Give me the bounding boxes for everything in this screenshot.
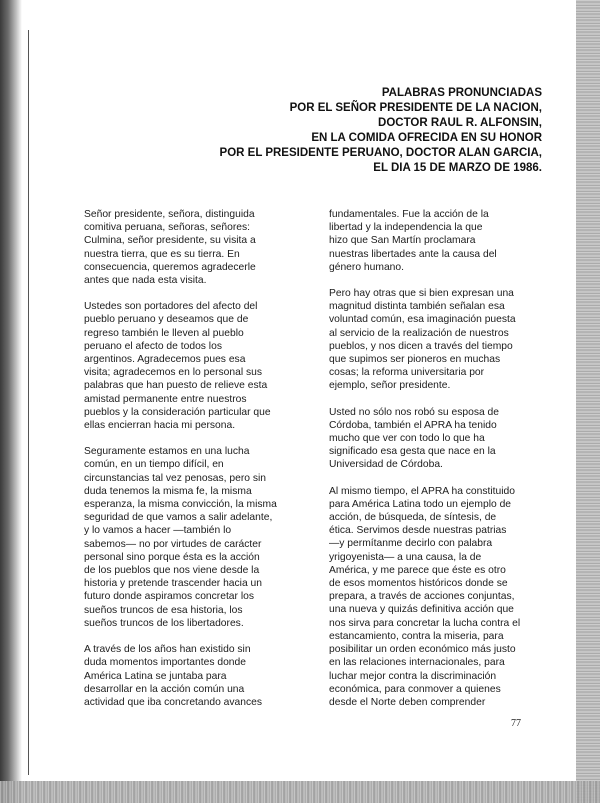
heading-line: DOCTOR RAUL R. ALFONSIN, [378,117,542,129]
text-line: económica, para conmover a quienes [329,683,501,695]
paragraph [84,300,299,432]
text-line: A través de los años han existido sin [84,644,251,656]
text-line: Culmina, señor presidente, su visita a [84,235,256,247]
text-line: pueblos y la consideración particular que [84,406,271,418]
text-line: comitiva peruana, señoras, señores: [84,222,250,234]
text-line: Al mismo tiempo, el APRA ha constituido [329,485,516,497]
paragraph [329,208,554,274]
text-line: desde el Norte deben comprender [329,696,486,708]
text-line: para América Latina todo un ejemplo de [329,498,512,510]
heading-line: POR EL SEÑOR PRESIDENTE DE LA NACION, [289,102,542,114]
text-line: nuestras libertades ante la causa del [329,248,497,260]
text-line: cosas; la reforma universitaria por [329,367,485,379]
text-line: peruano el afecto de todos los [84,340,222,352]
text-line: antes que nada esta visita. [84,275,207,287]
text-line: sabemos— no por virtudes de carácter [84,538,262,550]
text-line: Usted no sólo nos robó su esposa de [329,406,500,418]
text-line: desarrollar en la acción común una [84,683,245,695]
heading-line: EN LA COMIDA OFRECIDA EN SU HONOR [311,132,542,144]
text-line: Señor presidente, señora, distinguida [84,209,255,220]
text-line: voluntad común, esa imaginación puesta [329,314,516,326]
heading-line: PALABRAS PRONUNCIADAS [381,87,542,99]
heading-line: EL DIA 15 DE MARZO DE 1986. [373,162,542,174]
text-line: regreso también le lleven al pueblo [84,327,244,339]
text-line: sueños truncos de los libertadores. [84,617,244,629]
text-line: género humano. [329,261,404,273]
text-line: fundamentales. Fue la acción de la [329,209,489,220]
heading-line: POR EL PRESIDENTE PERUANO, DOCTOR ALAN GARCIA, [219,147,542,159]
text-line: historia y pretende trascender hacia un [84,578,263,590]
text-line: común, en un tiempo difícil, en [84,459,224,471]
text-line: personal sino porque ésta es la acción [84,551,260,563]
text-line: palabras que han puesto de relieve esta [84,380,268,392]
text-line: circunstancias tal vez penosas, pero sin [84,472,267,484]
text-line: América, y me parece que éste es otro [329,564,506,576]
text-line: al servicio de la realización de nuestros [329,327,509,339]
text-line: que supimos ser pioneros en muchas [329,354,501,366]
text-line: Pero hay otras que si bien expresan una [329,288,514,300]
paragraph [329,287,554,393]
text-line: duda tenemos la misma fe, la misma [84,485,252,497]
text-line: argentinos. Agradecemos pues esa [84,354,246,366]
scan-shadow-right [576,0,600,803]
text-line: futuro donde aspiramos concretar los [84,591,254,603]
text-line: —y permítanme decirlo con palabra [329,538,493,550]
paragraph [84,445,299,630]
text-line: sueños truncos de esa historia, los [84,604,243,616]
text-line: pueblo peruano y deseamos que de [84,314,249,326]
text-line: yrigoyenista— a una causa, la de [329,551,482,563]
text-line: Córdoba, también el APRA ha tenido [329,419,497,431]
text-line: consecuencia, queremos agradecerle [84,261,256,273]
page-edge-line [28,30,29,775]
scan-shadow-left [0,0,22,803]
speech-heading [122,86,542,176]
text-line: y lo vamos a hacer —también lo [84,525,232,537]
text-line: una nueva y quizás definitiva acción que [329,604,514,616]
text-line: mucho que ver con todo lo que ha [329,433,485,445]
text-line: nos sirva para concretar la lucha contra el [329,617,521,629]
text-line: seguridad de que vamos a salir adelante, [84,512,273,524]
text-line: de esos momentos históricos donde se [329,578,508,590]
text-line: América Latina se juntaba para [84,670,227,682]
right-text-column [329,208,554,722]
paragraph [84,643,299,709]
text-line: amistad permanente entre nuestros [84,393,247,405]
text-line: magnitud distinta también señalan esa [329,301,505,313]
text-line: visita; agradecemos en lo personal sus [84,367,263,379]
text-line: ejemplo, señor presidente. [329,380,451,392]
text-line: ética. Servimos desde nuestras patrias [329,525,507,537]
page-number: 77 [511,718,521,729]
text-line: libertad y la independencia la que [329,222,483,234]
text-line: en las relaciones internacionales, para [329,657,505,669]
paragraph [329,485,554,709]
text-line: prepara, a través de acciones conjuntas, [329,591,515,603]
text-line: Ustedes son portadores del afecto del [84,301,258,313]
text-line: duda momentos importantes donde [84,657,246,669]
text-line: posibilitar un orden económico más justo [329,644,516,656]
text-line: ellas encierran hacia mi persona. [84,420,236,432]
text-line: esperanza, la misma convicción, la misma [84,499,277,511]
text-line: significado esa gesta que nace en la [329,446,496,458]
text-line: nuestra tierra, que es su tierra. En [84,248,240,260]
text-line: Universidad de Córdoba. [329,459,443,471]
left-text-column [84,208,299,722]
text-line: hizo que San Martín proclamara [329,235,476,247]
text-line: estancamiento, contra la miseria, para [329,630,504,642]
text-line: luchar mejor contra la discriminación [329,670,497,682]
text-line: pueblos, y nos dicen a través del tiempo [329,340,513,352]
paragraph [84,208,299,287]
text-line: de los pueblos que nos viene desde la [84,565,260,577]
scan-shadow-bottom [0,781,600,803]
text-line: Seguramente estamos en una lucha [84,446,250,458]
text-line: actividad que iba concretando avances [84,696,263,708]
text-line: acción, de búsqueda, de síntesis, de [329,512,497,524]
paragraph [329,406,554,472]
